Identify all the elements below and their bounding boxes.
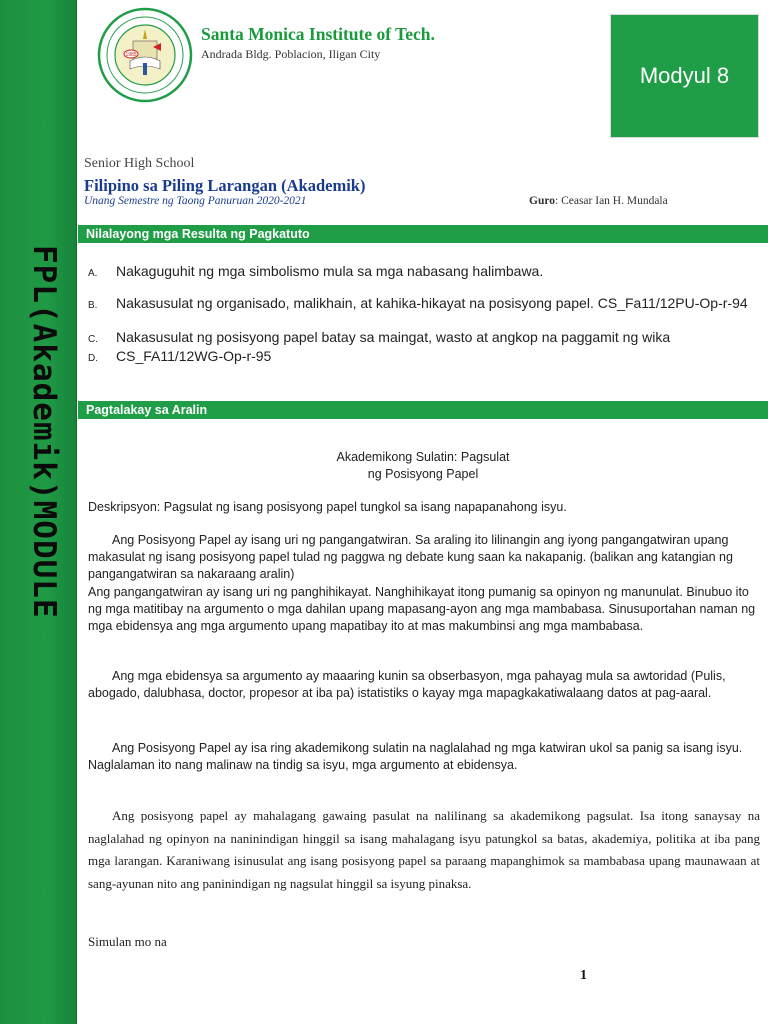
paragraph-3-text: Ang Posisyong Papel ay isa ring akademikong sulatin na naglalahad ng mga katwiran ukol sa panig sa isang isyu. Naglalaman ito nang malinaw na tindig sa isyu, mga argumento at ebidensya. — [88, 741, 743, 773]
lesson-title — [78, 449, 768, 483]
school-seal-logo — [97, 7, 193, 103]
page-number: 1 — [580, 968, 587, 983]
paragraph-1b-text: Ang pangangatwiran ay isang uri ng panghihikayat. Nanghihikayat itong pumanig sa opinyon ng manunulat. Binubuo ito ng mga matitibay na argumento o mga dahilan upang mapasang-ayon ang mga mambabasa. Sinusuportahan naman ng mga ebidensya ang mga argumento upang mapatibay ito at mas makumbinsi ang mga mambabasa. — [88, 584, 756, 634]
paragraph-4 — [88, 805, 760, 895]
list-item-letter: A. — [88, 268, 98, 279]
school-address: Andrada Bldg. Poblacion, Iligan City — [201, 47, 381, 61]
list-item-letter: B. — [88, 300, 98, 311]
teacher-line — [529, 195, 668, 207]
list-item-text: Nakasusulat ng posisyong papel batay sa maingat, wasto at angkop na paggamit ng wika — [116, 329, 671, 345]
paragraph-1 — [88, 532, 760, 635]
paragraph-2-text: Ang mga ebidensya sa argumento ay maaaring kunin sa obserbasyon, mga pahayag mula sa awtoridad (Pulis, abogado, dalubhasa, doctor, propesor at iba pa) istatistiks o kayay mga mapagkakatiwalaang datos at pag-aaral. — [88, 669, 726, 701]
paragraph-4-text: Ang posisyong papel ay mahalagang gawaing pasulat na nalilinang sa akademikong pagsulat. Isa itong sanaysay na naglalahad ng opinyon na naninindigan hinggil sa isang mahalagang isyu patungkol sa batas, akademiya, politika at iba pang mga larangan. Karaniwang isinusulat ang isang posisyong papel sa paraang mapanghimok sa mambabasa upang maunawaan at sang-ayunan nito ang paninindigan ng nagsulat hinggil sa isyung pinaksa. — [88, 808, 760, 891]
course-semester: Unang Semestre ng Taong Panuruan 2020-2021 — [84, 195, 307, 207]
learning-outcomes-heading: Nilalayong mga Resulta ng Pagkatuto — [78, 225, 768, 243]
module-badge — [610, 14, 759, 138]
sidebar-band — [0, 0, 77, 1024]
closing-line: Simulan mo na — [88, 934, 167, 949]
list-item-text: CS_FA11/12WG-Op-r-95 — [116, 348, 272, 364]
list-item — [88, 262, 756, 281]
lesson-discussion-heading: Pagtalakay sa Aralin — [78, 401, 768, 419]
list-item — [88, 347, 756, 366]
list-item-letter: C. — [88, 334, 98, 345]
paragraph-1-text: Ang Posisyong Papel ay isang uri ng pangangatwiran. Sa araling ito lilinangin ang iyong pangangatwiran upang makasulat ng isang posisyong papel tulad ng paggwa ng debate kung saan ka nakapanig. (balikan ang katangian ng pangangatwiran sa nakaraang aralin) — [88, 533, 733, 582]
paragraph-3 — [88, 740, 760, 774]
lesson-title-line2: ng Posisyong Papel — [367, 467, 479, 481]
sidebar-vertical-title: FPL(Akademik)MODULE — [26, 245, 62, 619]
list-item-text: Nakaguguhit ng mga simbolismo mula sa mga nabasang halimbawa. — [116, 263, 544, 279]
paragraph-2 — [88, 668, 760, 702]
module-label: Modyul 8 — [639, 63, 730, 88]
teacher-name: : Ceasar Ian H. Mundala — [555, 195, 668, 207]
school-name: Santa Monica Institute of Tech. — [201, 24, 435, 44]
list-item — [88, 294, 756, 313]
learning-outcomes-list — [88, 262, 756, 366]
course-level: Senior High School — [84, 156, 195, 171]
course-subject: Filipino sa Piling Larangan (Akademik) — [84, 176, 366, 195]
lesson-title-line1: Akademikong Sulatin: Pagsulat — [336, 450, 510, 464]
logo-year-text: 1985 — [125, 52, 137, 58]
list-item-text: Nakasusulat ng organisado, malikhain, at kahika-hikayat na posisyong papel. CS_Fa11/12PU-Op-r-94 — [116, 295, 748, 311]
lesson-description: Deskripsyon: Pagsulat ng isang posisyong papel tungkol sa isang napapanahong isyu. — [88, 500, 567, 514]
list-item-letter: D. — [88, 353, 98, 364]
teacher-label: Guro — [529, 195, 555, 207]
list-item — [88, 328, 756, 347]
